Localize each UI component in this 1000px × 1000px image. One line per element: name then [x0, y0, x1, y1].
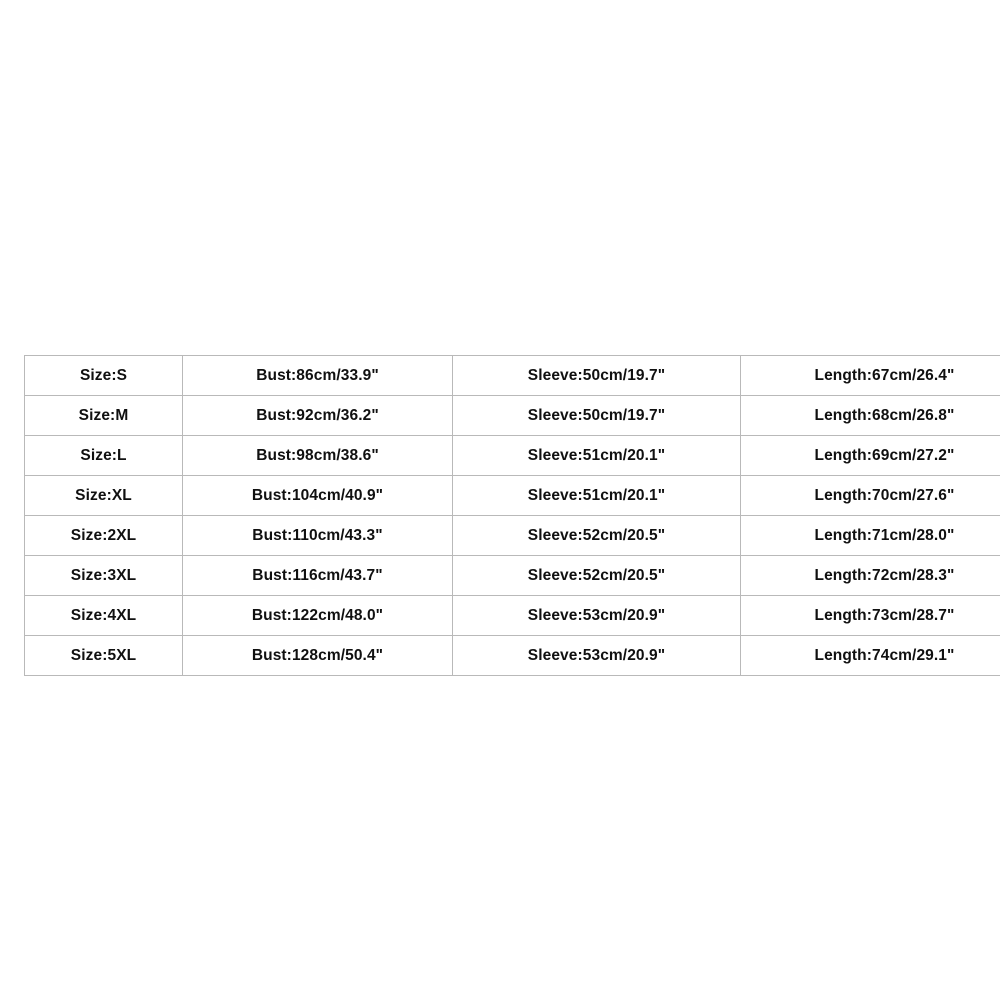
- table-row: [25, 636, 1000, 676]
- table-row: [25, 356, 1000, 396]
- cell-length: Length:68cm/26.8": [741, 396, 1000, 436]
- cell-length: Length:67cm/26.4": [741, 356, 1000, 396]
- cell-sleeve: Sleeve:51cm/20.1": [453, 476, 741, 516]
- table-row: [25, 556, 1000, 596]
- cell-bust: Bust:92cm/36.2": [183, 396, 453, 436]
- cell-sleeve: Sleeve:53cm/20.9": [453, 596, 741, 636]
- cell-bust: Bust:98cm/38.6": [183, 436, 453, 476]
- cell-sleeve: Sleeve:50cm/19.7": [453, 356, 741, 396]
- cell-length: Length:69cm/27.2": [741, 436, 1000, 476]
- cell-sleeve: Sleeve:52cm/20.5": [453, 516, 741, 556]
- cell-sleeve: Sleeve:52cm/20.5": [453, 556, 741, 596]
- table-row: [25, 516, 1000, 556]
- table-row: [25, 436, 1000, 476]
- table-row: [25, 476, 1000, 516]
- cell-size: Size:2XL: [25, 516, 183, 556]
- cell-length: Length:73cm/28.7": [741, 596, 1000, 636]
- cell-size: Size:XL: [25, 476, 183, 516]
- cell-length: Length:72cm/28.3": [741, 556, 1000, 596]
- cell-length: Length:71cm/28.0": [741, 516, 1000, 556]
- cell-length: Length:74cm/29.1": [741, 636, 1000, 676]
- size-chart-container: [24, 355, 976, 676]
- table-row: [25, 596, 1000, 636]
- cell-size: Size:3XL: [25, 556, 183, 596]
- table-row: [25, 396, 1000, 436]
- size-chart-table: [24, 355, 1000, 676]
- size-chart-body: [25, 356, 1000, 676]
- cell-size: Size:L: [25, 436, 183, 476]
- cell-size: Size:5XL: [25, 636, 183, 676]
- cell-size: Size:S: [25, 356, 183, 396]
- cell-size: Size:4XL: [25, 596, 183, 636]
- cell-bust: Bust:116cm/43.7": [183, 556, 453, 596]
- cell-sleeve: Sleeve:51cm/20.1": [453, 436, 741, 476]
- cell-bust: Bust:86cm/33.9": [183, 356, 453, 396]
- cell-size: Size:M: [25, 396, 183, 436]
- cell-sleeve: Sleeve:50cm/19.7": [453, 396, 741, 436]
- cell-length: Length:70cm/27.6": [741, 476, 1000, 516]
- cell-bust: Bust:128cm/50.4": [183, 636, 453, 676]
- cell-sleeve: Sleeve:53cm/20.9": [453, 636, 741, 676]
- cell-bust: Bust:110cm/43.3": [183, 516, 453, 556]
- cell-bust: Bust:104cm/40.9": [183, 476, 453, 516]
- cell-bust: Bust:122cm/48.0": [183, 596, 453, 636]
